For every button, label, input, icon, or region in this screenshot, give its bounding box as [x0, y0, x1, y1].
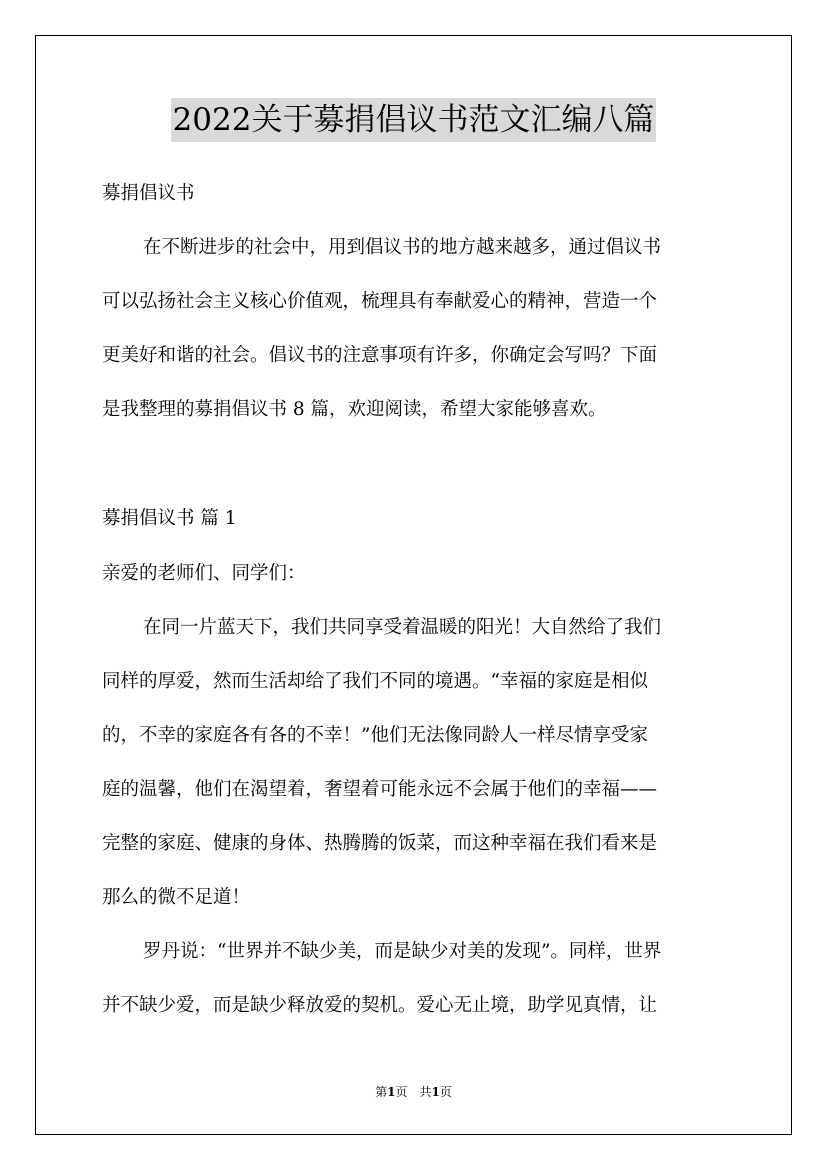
intro-line: 是我整理的募捐倡议书 8 篇，欢迎阅读，希望大家能够喜欢。	[102, 399, 607, 420]
intro-line: 在不断进步的社会中，用到倡议书的地方越来越多，通过倡议书	[143, 237, 662, 258]
footer-total-pages: 1	[431, 1085, 440, 1099]
salutation: 亲爱的老师们、同学们：	[102, 563, 306, 584]
paragraph-line: 那么的微不足道！	[102, 887, 251, 908]
paragraph-line: 罗丹说：“世界并不缺少美，而是缺少对美的发现”。同样，世界	[143, 941, 662, 962]
section-heading: 募捐倡议书	[102, 183, 195, 204]
paragraph-line: 庭的温馨，他们在渴望着，奢望着可能永远不会属于他们的幸福——	[102, 779, 658, 800]
footer-mid: 页 共	[395, 1085, 432, 1099]
intro-line: 更美好和谐的社会。倡议书的注意事项有许多，你确定会写吗？下面	[102, 345, 658, 366]
intro-line: 可以弘扬社会主义核心价值观，梳理具有奉献爱心的精神，营造一个	[102, 291, 658, 312]
article-heading: 募捐倡议书 篇 1	[102, 508, 237, 529]
footer-page-number: 1	[387, 1085, 396, 1099]
paragraph-line: 并不缺少爱，而是缺少释放爱的契机。爱心无止境，助学见真情，让	[102, 995, 658, 1016]
paragraph-line: 在同一片蓝天下，我们共同享受着温暖的阳光！大自然给了我们	[143, 617, 662, 638]
footer-prefix: 第	[375, 1085, 388, 1099]
document-title: 2022关于募捐倡议书范文汇编八篇	[171, 98, 657, 142]
footer-suffix: 页	[439, 1085, 452, 1099]
page-footer	[0, 1084, 827, 1100]
title-wrap	[0, 98, 827, 142]
paragraph-line: 完整的家庭、健康的身体、热腾腾的饭菜，而这种幸福在我们看来是	[102, 833, 658, 854]
paragraph-line: 的，不幸的家庭各有各的不幸！”他们无法像同龄人一样尽情享受家	[102, 725, 648, 746]
paragraph-line: 同样的厚爱，然而生活却给了我们不同的境遇。“幸福的家庭是相似	[102, 671, 648, 692]
